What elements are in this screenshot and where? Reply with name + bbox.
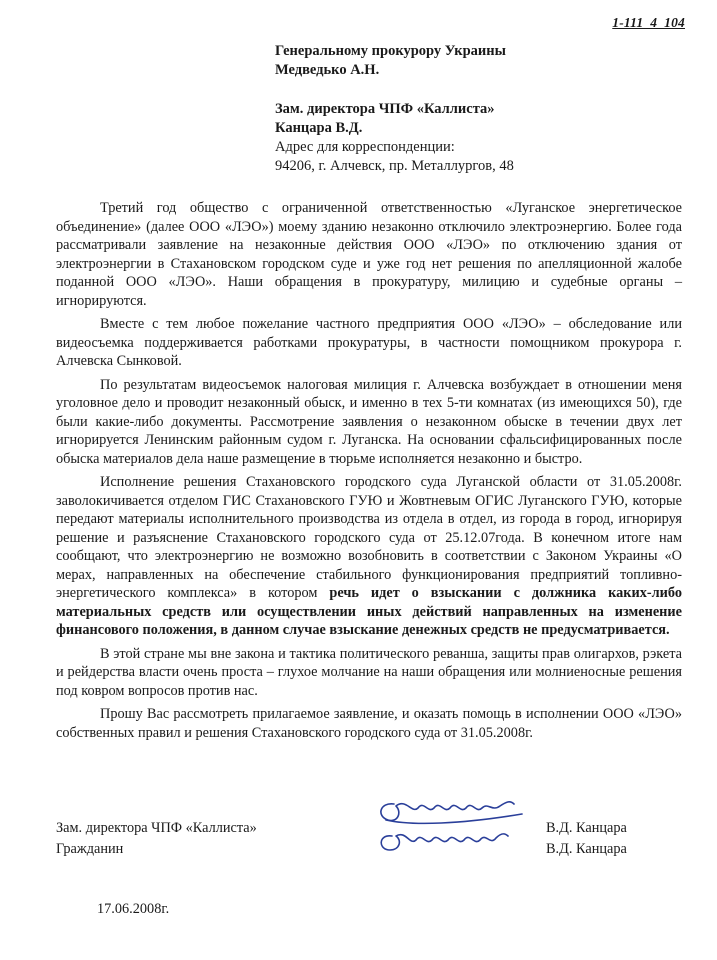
- address-label: Адрес для корреспонденции:: [275, 139, 455, 155]
- signature-name-2: В.Д. Канцара: [546, 841, 627, 857]
- letter-body: [56, 199, 682, 747]
- address: 94206, г. Алчевск, пр. Металлургов, 48: [275, 158, 514, 174]
- signatory-role: Гражданин: [56, 841, 124, 857]
- paragraph-6: Прошу Вас рассмотреть прилагаемое заявление, и оказать помощь в исполнении ООО «ЛЭО» собственных правил и решения Стахановского городского суда от 31.05.2008г.: [56, 706, 682, 741]
- letter-date: 17.06.2008г.: [97, 901, 170, 917]
- signatory-title: Зам. директора ЧПФ «Каллиста»: [56, 820, 257, 836]
- paragraph-4-emphasis: речь идет о взыскании с должника каких-либо материальных средств или осуществлении иных действий направленных на изменение финансового положения, в данном случае взыскание денежных средств не предусматривается.: [56, 585, 682, 638]
- signature-name-1: В.Д. Канцара: [546, 820, 627, 836]
- recipient-name: Медведько А.Н.: [275, 62, 380, 78]
- recipient-title: Генеральному прокурору Украины: [275, 43, 506, 59]
- paragraph-5: В этой стране мы вне закона и тактика политического реванша, защиты прав олигархов, рэкета и рейдерства власти очень проста – глухое молчание на наши обращения или молниеносные решения под ковром вопросов против нас.: [56, 645, 682, 699]
- document-id: 1-111_4_104: [612, 15, 685, 30]
- handwritten-signature: [372, 790, 532, 856]
- paragraph-4: [56, 473, 682, 640]
- signatory-block: [56, 818, 257, 860]
- paragraph-3: По результатам видеосъемок налоговая милиция г. Алчевска возбуждает в отношении меня уголовное дело и проводит незаконный обыск, и именно в тех 5-ти комнатах (из имеющихся 50), где были какие-либо документы. Рассмотрение заявления о незаконном обыске в течении двух лет игнорируется Ленинским районным судом г. Луганска. На основании сфальсифицированных после обыска материалов дела наше размещение в тюрьме исполняется незаконно и быстро.: [56, 376, 682, 467]
- sender-title: Зам. директора ЧПФ «Каллиста»: [275, 101, 495, 117]
- addressee-block: [275, 42, 695, 176]
- sender-name: Канцара В.Д.: [275, 120, 363, 136]
- signature-names: [546, 818, 627, 860]
- paragraph-4-text: Исполнение решения Стахановского городского суда Луганской области от 31.05.2008г. заволокичивается отделом ГИС Стахановского ГУЮ и Жовтневым ОГИС Луганского ГУЮ, которые передают материалы исполнительного производства из отдела в отдел, из города в город, игнорируя решение и разъяснение Стахановского городского суда от 25.12.07года. В конечном итоге нам сообщают, что электроэнергию не возможно возобновить в соответствии с Законом Украины «О мерах, направленных на обеспечение стабильного функционирования предприятий топливно-энергетического комплекса» в котором: [56, 474, 682, 601]
- paragraph-1: Третий год общество с ограниченной ответственностью «Луганское энергетическое объединение» (далее ООО «ЛЭО») моему зданию незаконно отключило электроэнергию. Более года рассматривали заявление на незаконные действия ООО «ЛЭО» по отключению здания от электроэнергии в Стахановском городском суде и уже год нет решения по апелляционной жалобе поданной ООО «ЛЭО». Наши обращения в прокуратуру, милицию и судебные органы – игнорируются.: [56, 200, 682, 309]
- paragraph-2: Вместе с тем любое пожелание частного предприятия ООО «ЛЭО» – обследование или видеосъемка поддерживается работками прокуратуры, в частности помощником прокурора г. Алчевска Сынковой.: [56, 316, 682, 369]
